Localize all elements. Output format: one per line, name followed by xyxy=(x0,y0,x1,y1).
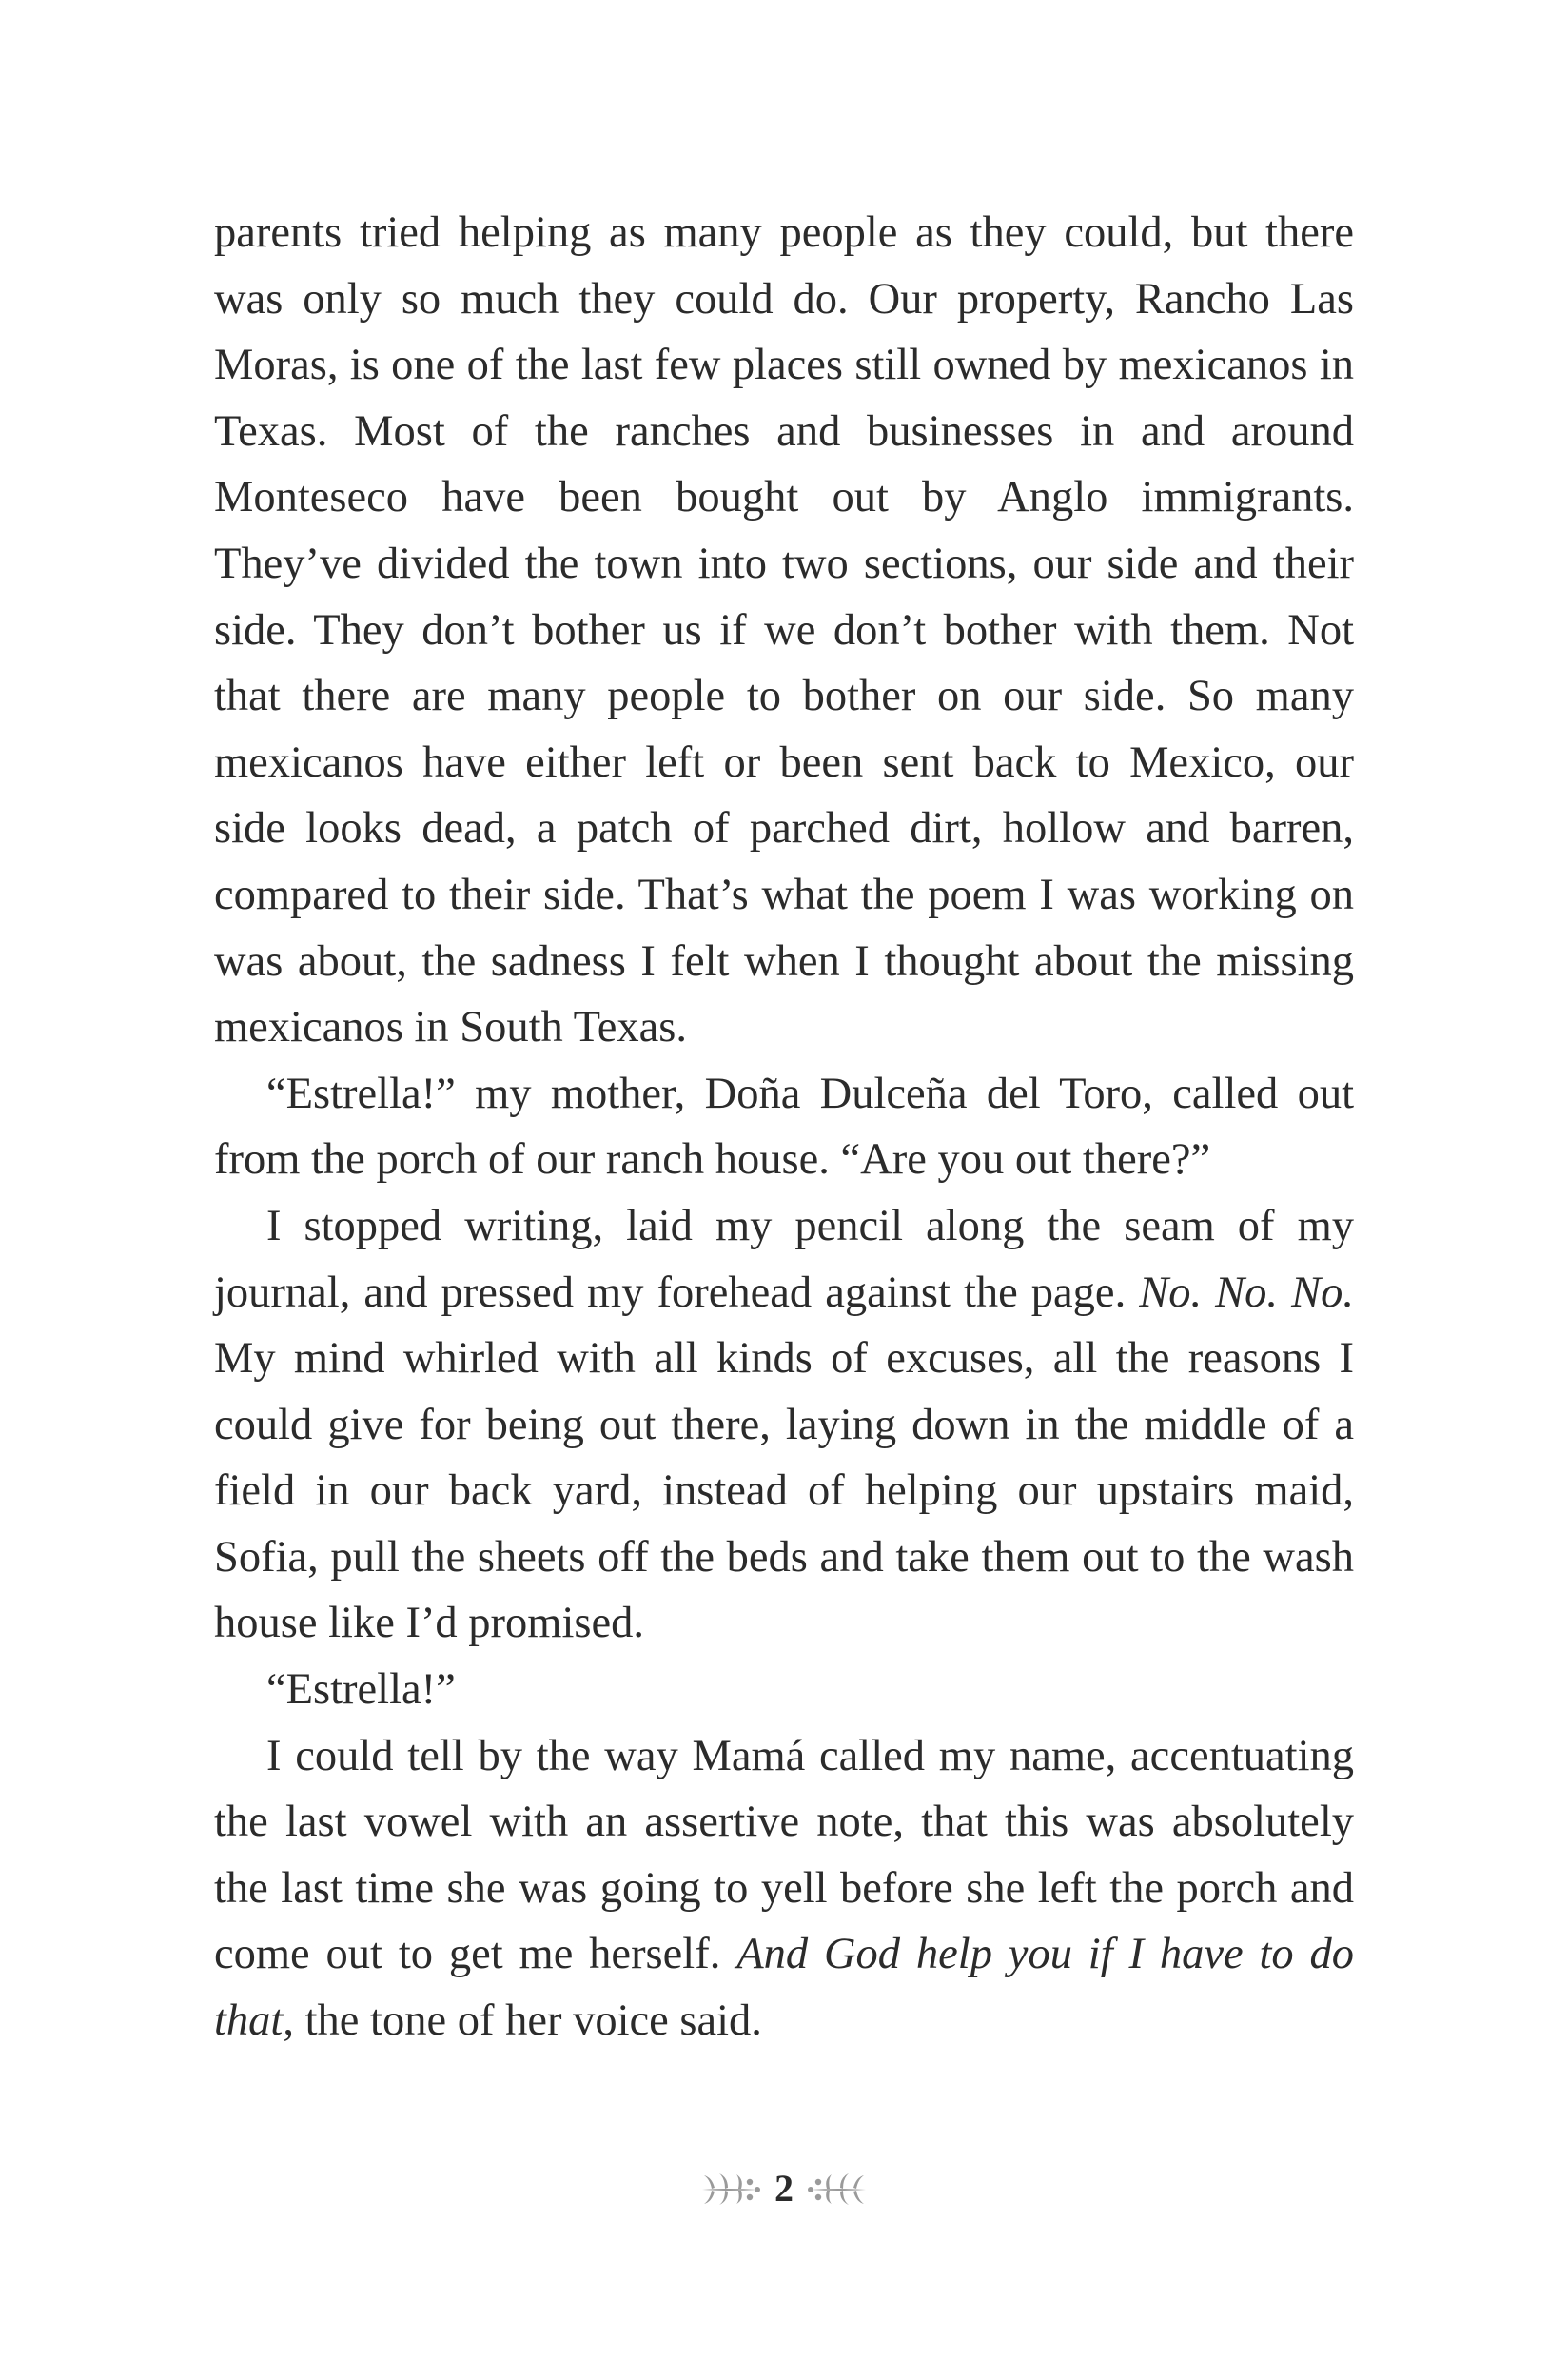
floral-ornament-right-icon xyxy=(807,2172,868,2206)
paragraph-5-italic-run: And God help you if I have to do that xyxy=(214,1930,1354,2046)
paragraph-2 xyxy=(214,1061,1354,1193)
paragraph-3-italic-run: No. No. No. xyxy=(1139,1268,1354,1317)
floral-ornament-left-icon xyxy=(700,2172,761,2206)
page-footer xyxy=(0,2160,1568,2217)
paragraph-4 xyxy=(214,1657,1354,1723)
paragraph-3-run-1: I stopped writing, laid my pencil along the seam of my journal, and pressed my forehead against the page. xyxy=(214,1201,1354,1317)
page-number: 2 xyxy=(774,2167,794,2210)
paragraph-3-run-3: My mind whirled with all kinds of excuses, all the reasons I could give for being out there, laying down in the middle of a field in our back yard, instead of helping our upstairs maid, Sofia, pull the sheets off the beds and take them out to the wash house like I’d promised. xyxy=(214,1334,1354,1648)
body-text xyxy=(214,200,1354,2054)
paragraph-3 xyxy=(214,1193,1354,1657)
paragraph-5-run-3: , the tone of her voice said. xyxy=(283,1996,762,2046)
paragraph-1 xyxy=(214,200,1354,1061)
paragraph-5-run-1: I could tell by the way Mamá called my name, accentuating the last vowel with an assertive note, that this was absolutely the last time she was going to yell before she left the porch and come out to get me herself. xyxy=(214,1731,1354,1979)
paragraph-5 xyxy=(214,1723,1354,2054)
paragraph-1-run-1: parents tried helping as many people as they could, but there was only so much they could do. Our property, Rancho Las Moras, is one of the last few places still owned by mexicanos in Texas. Most of the ranches and businesses in and around Monteseco have been bought out by Anglo immigrants. They’ve divided the town into two sections, our side and their side. They don’t bother us if we don’t bother with them. Not that there are many people to bother on our side. So many mexicanos have either left or been sent back to Mexico, our side looks dead, a patch of parched dirt, hollow and barren, compared to their side. That’s what the poem I was working on was about, the sadness I felt when I thought about the missing mexicanos in South Texas. xyxy=(214,208,1354,1052)
paragraph-4-run-1: “Estrella!” xyxy=(266,1665,456,1715)
paragraph-2-run-1: “Estrella!” my mother, Doña Dulceña del Toro, called out from the porch of our ranch house. “Are you out there?” xyxy=(214,1069,1354,1185)
